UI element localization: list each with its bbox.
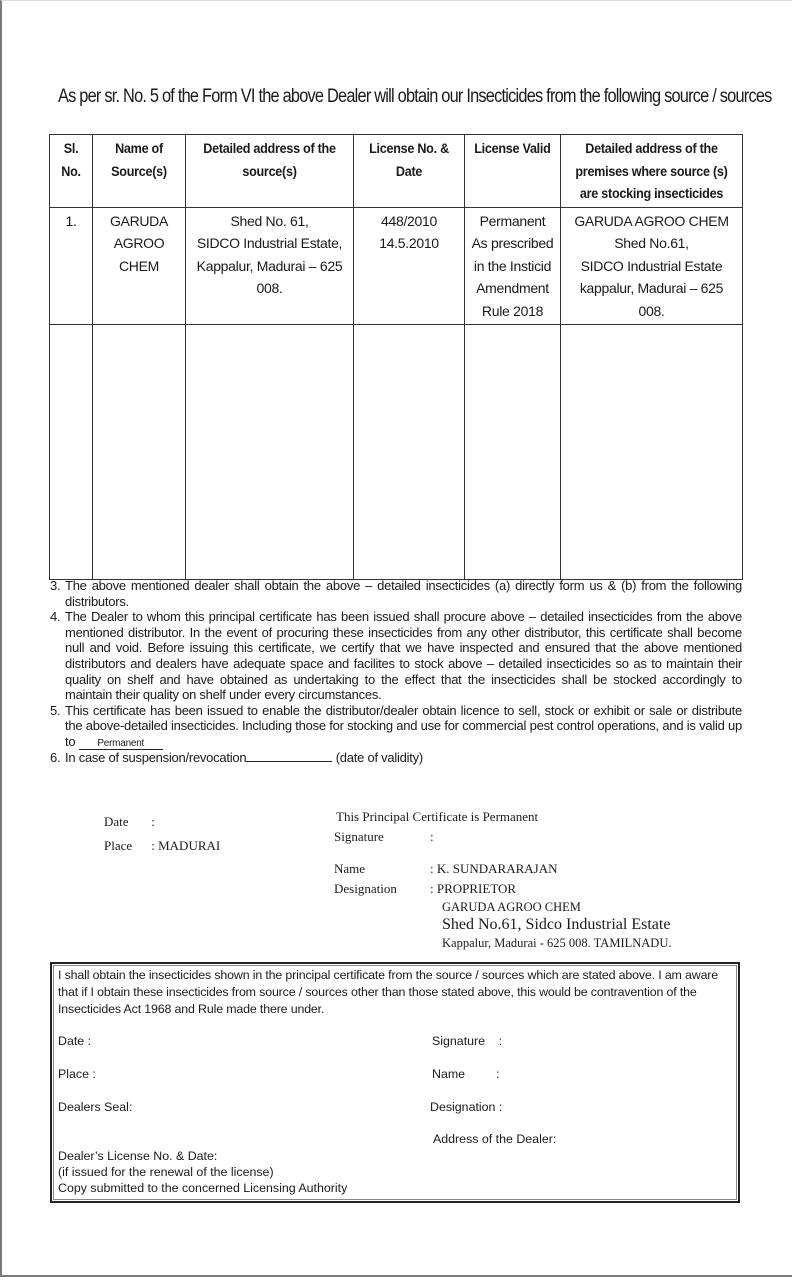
dealer-name-field[interactable]: Name : bbox=[432, 1067, 500, 1081]
dealer-signature-field[interactable]: Signature : bbox=[432, 1034, 503, 1048]
place-value: : MADURAI bbox=[151, 838, 221, 853]
clause-3: 3. The above mentioned dealer shall obtain the above – detailed insecticides (a) directly form us & (b) from the following distributors. bbox=[50, 578, 742, 609]
valid-up-to-field[interactable]: Permanent bbox=[79, 739, 163, 750]
table-row-empty bbox=[50, 325, 743, 580]
conditions-list bbox=[50, 578, 742, 766]
dealer-designation-field[interactable]: Designation : bbox=[430, 1100, 503, 1114]
header-source-address: Detailed address of the source(s) bbox=[186, 135, 354, 208]
issuer-name: : K. SUNDARARAJAN bbox=[430, 861, 558, 876]
issuer-address-line1: Shed No.61, Sidco Industrial Estate bbox=[442, 916, 671, 933]
cell-sl-no: 1. bbox=[50, 207, 93, 325]
dealer-address-field[interactable]: Address of the Dealer: bbox=[433, 1132, 557, 1146]
issuer-designation: : PROPRIETOR bbox=[430, 881, 517, 896]
clause-4: 4. The Dealer to whom this principal certificate has been issued shall procure above – detailed insecticides from the above mentioned distributor. In the event of procuring these insecticides from any other distributor, this certificate shall become null and void. Before issuing this certificate, we certify that we have inspected and ensured that the above mentioned distributors and dealers have adequate space and facilites to stock above – detailed insecticides so as to maintain their quality on shelf and have obtained as undertaking to the effect that the insecticides shall be stocked accordingly to maintain their quality on shelf under every circumstances. bbox=[50, 609, 742, 703]
dealer-seal-field[interactable]: Dealers Seal: bbox=[58, 1100, 133, 1114]
header-sl-no: Sl. No. bbox=[50, 135, 93, 208]
clause-5: 5. This certificate has been issued to enable the distributor/dealer obtain licence to sell, stock or exhibit or sale or distribute the above-detailed insecticides. Including those for stocking and use for commercial pest control operations, and is valid up to Permanent bbox=[50, 702, 742, 749]
dealer-place-field[interactable]: Place : bbox=[58, 1067, 96, 1081]
dealer-declaration-box bbox=[50, 962, 740, 1203]
header-license-valid: License Valid bbox=[465, 135, 561, 208]
issuer-date-place: Date : Place : MADURAI bbox=[104, 814, 221, 853]
header-license-no-date: License No. & Date bbox=[354, 135, 465, 208]
revocation-date-field[interactable] bbox=[246, 761, 332, 762]
declaration-text: I shall obtain the insecticides shown in the principal certificate from the source / sources which are stated above. I am aware that if I obtain these insecticides from source / sources other than those stated above, this would be contravention of the Insecticides Act 1968 and Rule made there under. bbox=[58, 968, 719, 1016]
cell-license-valid: Permanent As prescribed in the Insticid Amendment Rule 2018 bbox=[465, 207, 561, 325]
issuer-signature-block: This Principal Certificate is Permanent Signature : Name : K. SUNDARARAJAN Designation : PROPRIETOR GARUDA AGROO CHEM Shed No.61, Sidco Industrial Estate Kappalur, Madurai - 625 008. TAMILNADU. bbox=[334, 809, 672, 950]
header-source-name: Name of Source(s) bbox=[93, 135, 186, 208]
permanent-note: This Principal Certificate is Permanent bbox=[336, 809, 539, 824]
cell-license-no-date: 448/2010 14.5.2010 bbox=[354, 207, 465, 325]
page-heading: As per sr. No. 5 of the Form VI the above Dealer will obtain our Insecticides from the following source / sources bbox=[58, 86, 772, 107]
issuer-address-line2: Kappalur, Madurai - 625 008. TAMILNADU. bbox=[442, 936, 672, 950]
renewal-note: (if issued for the renewal of the license) bbox=[58, 1165, 274, 1179]
cell-premises-address: GARUDA AGROO CHEM Shed No.61, SIDCO Industrial Estate kappalur, Madurai – 625 008. bbox=[561, 207, 743, 325]
clause-6: 6. In case of suspension/revocation (date of validity) bbox=[50, 749, 423, 765]
dealer-date-field[interactable]: Date : bbox=[58, 1034, 92, 1048]
issuer-company: GARUDA AGROO CHEM bbox=[442, 900, 581, 914]
copy-note: Copy submitted to the concerned Licensing Authority bbox=[58, 1181, 348, 1195]
cell-source-name: GARUDA AGROO CHEM bbox=[93, 207, 186, 325]
dealer-license-field[interactable]: Dealer’s License No. & Date: bbox=[58, 1149, 218, 1163]
cell-source-address: Shed No. 61, SIDCO Industrial Estate, Kappalur, Madurai – 625 008. bbox=[186, 207, 354, 325]
sources-table bbox=[49, 134, 743, 580]
table-row bbox=[50, 207, 743, 325]
header-premises-address: Detailed address of the premises where source (s) are stocking insecticides bbox=[561, 135, 743, 208]
table-header-row bbox=[50, 135, 743, 208]
